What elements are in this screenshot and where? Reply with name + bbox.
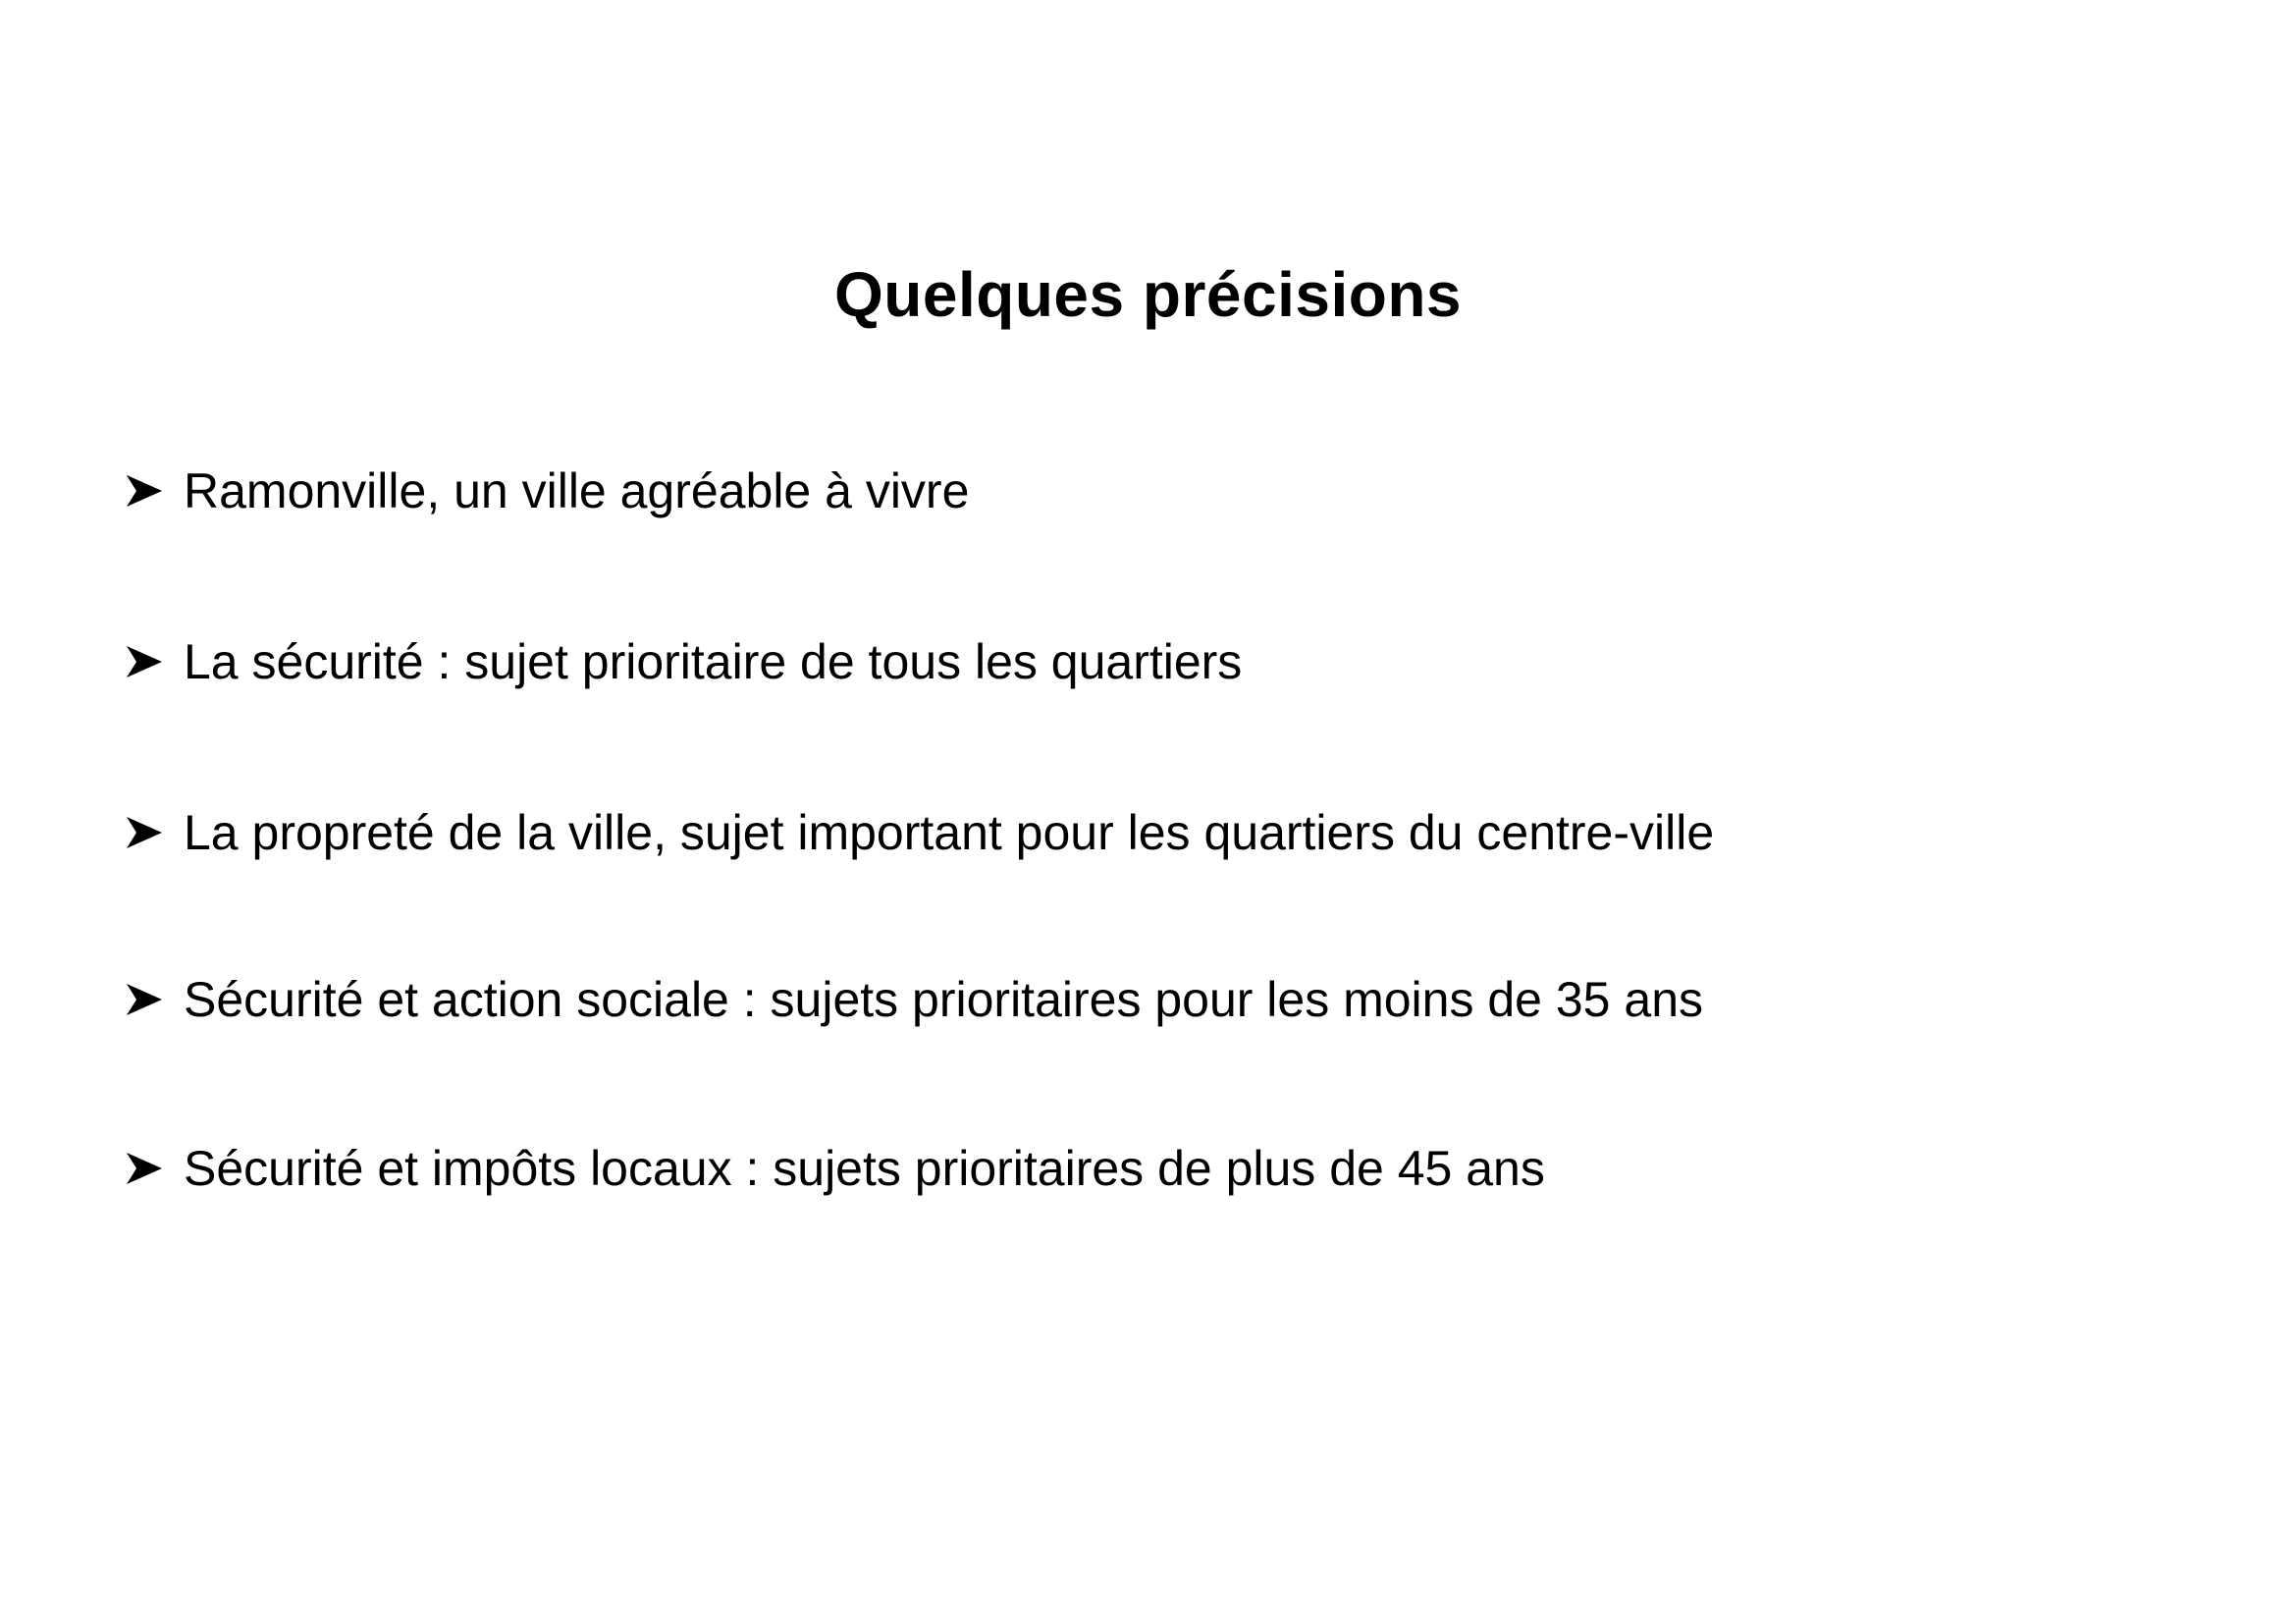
list-item: [125, 960, 1703, 1039]
list-item: [125, 1129, 1545, 1208]
arrowhead-bullet-icon: [125, 793, 184, 872]
page-title: Quelques précisions: [833, 259, 1463, 330]
arrowhead-bullet-icon: [125, 960, 184, 1039]
bullet-text: Sécurité et action sociale : sujets prioritaires pour les moins de 35 ans: [184, 972, 1703, 1027]
bullet-text: Sécurité et impôts locaux : sujets prioritaires de plus de 45 ans: [184, 1141, 1545, 1196]
list-item: [125, 623, 1242, 701]
list-item: [125, 793, 1714, 872]
arrowhead-bullet-icon: [125, 452, 184, 530]
list-item: [125, 452, 969, 530]
arrowhead-bullet-icon: [125, 1129, 184, 1208]
bullet-list: [125, 0, 2186, 1624]
bullet-text: La sécurité : sujet prioritaire de tous les quartiers: [184, 634, 1243, 689]
bullet-text: Ramonville, un ville agréable à vivre: [184, 463, 970, 518]
arrowhead-bullet-icon: [125, 623, 184, 701]
bullet-text: La propreté de la ville, sujet important pour les quartiers du centre-ville: [184, 805, 1715, 860]
